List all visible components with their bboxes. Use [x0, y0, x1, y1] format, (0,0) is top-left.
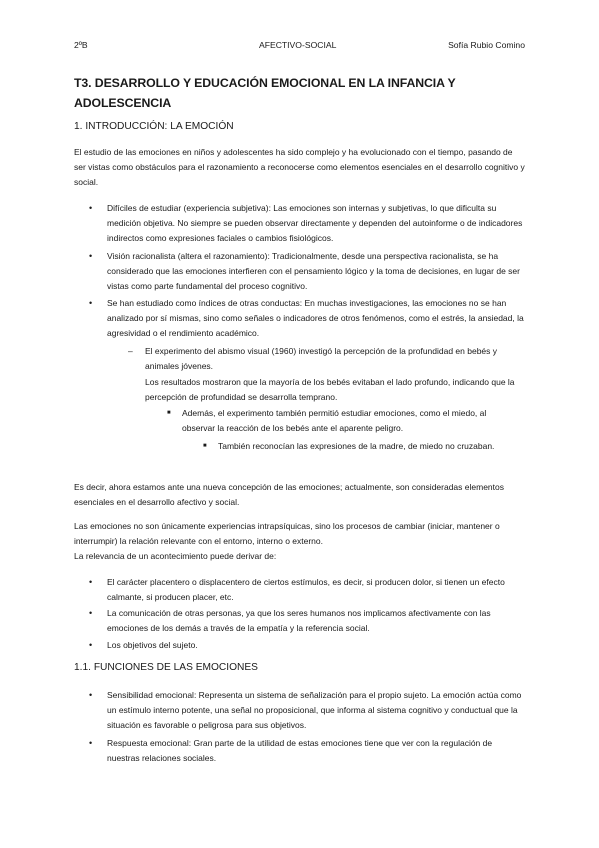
page-header [74, 40, 525, 54]
square-bullet-icon: ■ [167, 410, 171, 416]
list-item-sub2: Además, el experimento también permitió estudiar emociones, como el miedo, al observar la reacción de los bebés ante el aparente peligro. [182, 408, 487, 434]
bullet-icon: • [89, 690, 93, 700]
document-title: T3. DESARROLLO Y EDUCACIÓN EMOCIONAL EN LA INFANCIA Y ADOLESCENCIA [74, 76, 456, 110]
list-item: Respuesta emocional: Gran parte de la utilidad de estas emociones tiene que ver con la regulación de nuestras relaciones sociales. [107, 738, 493, 764]
list-item: Visión racionalista (altera el razonamiento): Tradicionalmente, desde una perspectiva racionalista, se ha considerado que las emociones interfieren con el pensamiento lógico y la toma de decisiones, en lugar de ser vistas como parte fundamental del proceso cognitivo. [107, 251, 520, 292]
paragraph: La relevancia de un acontecimiento puede derivar de: [74, 551, 277, 561]
dash-icon: – [128, 346, 133, 356]
header-subject: AFECTIVO-SOCIAL [259, 40, 337, 50]
list-item-sub-continuation: Los resultados mostraron que la mayoría de los bebés evitaban el lado profundo, indicando que la percepción de profundidad se desarrolla temprano. [145, 377, 515, 403]
bullet-icon: • [89, 608, 93, 618]
bullet-icon: • [89, 577, 93, 587]
bullet-icon: • [89, 640, 93, 650]
section-heading-funciones: 1.1. FUNCIONES DE LAS EMOCIONES [74, 662, 258, 673]
list-item-sub: El experimento del abismo visual (1960) investigó la percepción de la profundidad en bebés y animales jóvenes. [145, 346, 498, 372]
header-course: 2ºB [74, 40, 88, 50]
bullet-icon: • [89, 298, 93, 308]
list-item: El carácter placentero o displacentero de ciertos estímulos, es decir, si producen dolor, si tienen un efecto calmante, si producen placer, etc. [107, 577, 505, 603]
bullet-icon: • [89, 203, 93, 213]
list-item: Los objetivos del sujeto. [107, 640, 198, 650]
header-author: Sofía Rubio Comino [448, 40, 525, 50]
list-item: Se han estudiado como índices de otras conductas: En muchas investigaciones, las emociones no se han analizado por sí mismas, sino como señales o indicadores de otros fenómenos, como el estrés, la ansiedad, la agresividad o el rendimiento académico. [107, 298, 524, 339]
bullet-icon: • [89, 738, 93, 748]
list-item-sub3: También reconocían las expresiones de la madre, de miedo no cruzaban. [218, 441, 495, 451]
paragraph: Es decir, ahora estamos ante una nueva concepción de las emociones; actualmente, son consideradas elementos esenciales en el desarrollo afectivo y social. [74, 482, 504, 508]
list-item: Difíciles de estudiar (experiencia subjetiva): Las emociones son internas y subjetivas, lo que dificulta su medición objetiva. No siempre se pueden observar directamente y dependen del autoinforme o de indicadores indirectos como expresiones faciales o cambios fisiológicos. [107, 203, 523, 244]
bullet-icon: • [89, 251, 93, 261]
list-item: La comunicación de otras personas, ya que los seres humanos nos implicamos afectivamente con las emociones de los demás a través de la empatía y la referencia social. [107, 608, 491, 634]
section-heading-introduccion: 1. INTRODUCCIÓN: LA EMOCIÓN [74, 121, 234, 132]
paragraph: Las emociones no son únicamente experiencias intrapsíquicas, sino los procesos de cambiar (iniciar, mantener o interrumpir) la relación relevante con el entorno, interno o externo. [74, 521, 500, 547]
intro-paragraph: El estudio de las emociones en niños y adolescentes ha sido complejo y ha evolucionado con el tiempo, pasando de ser vistas como obstáculos para el razonamiento a reconocerse como elementos esenciales en el desarrollo cognitivo y social. [74, 147, 525, 188]
square-bullet-icon: ■ [203, 443, 207, 449]
list-item: Sensibilidad emocional: Representa un sistema de señalización para el propio sujeto. La emoción actúa como un estímulo interno potente, una señal no proposicional, que informa al sistema cognitivo y conductual que la situación es favorable o peligrosa para sus objetivos. [107, 690, 522, 731]
